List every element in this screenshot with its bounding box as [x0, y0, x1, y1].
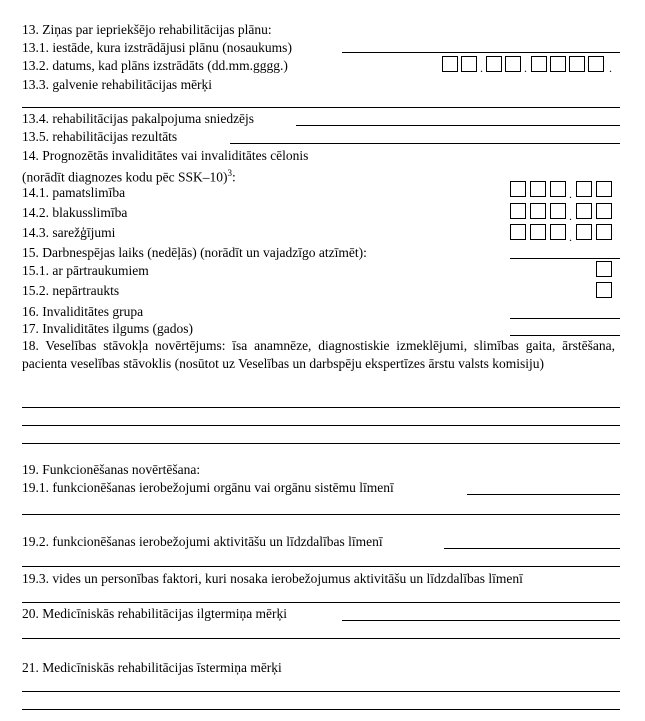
section-20-line-2[interactable]: [22, 638, 620, 639]
section-21-line-1[interactable]: [22, 691, 620, 692]
date-separator: .: [524, 61, 527, 75]
section-18-line-1[interactable]: [22, 407, 620, 408]
item-19-2-line-2[interactable]: [22, 566, 620, 567]
item-14-3-label: 14.3. sarežģījumi: [22, 225, 116, 240]
item-13-4-field[interactable]: [296, 125, 620, 126]
section-15-field[interactable]: [510, 258, 620, 259]
item-13-1-field[interactable]: [342, 52, 620, 53]
interrupted-checkbox[interactable]: [596, 261, 612, 277]
date-separator: .: [480, 61, 483, 75]
disability-duration-field[interactable]: [510, 335, 620, 336]
code-box[interactable]: [550, 224, 566, 240]
item-13-3-field[interactable]: [22, 107, 620, 108]
date-year-digit-2[interactable]: [550, 56, 566, 72]
item-13-3-label: 13.3. galvenie rehabilitācijas mērķi: [22, 77, 213, 92]
section-15-heading: 15. Darbnespējas laiks (nedēļās) (norādīt un vajadzīgo atzīmēt):: [22, 245, 367, 260]
section-14-note: (norādīt diagnozes kodu pēc SSK–10)$^3$:: [22, 168, 236, 185]
section-19-heading: 19. Funkcionēšanas novērtēšana:: [22, 462, 201, 477]
date-year-digit-3[interactable]: [569, 56, 585, 72]
code-box[interactable]: [510, 224, 526, 240]
item-19-2-field[interactable]: [444, 548, 620, 549]
section-18-line-3[interactable]: [22, 443, 620, 444]
code-box[interactable]: [596, 203, 612, 219]
item-13-5-label: 13.5. rehabilitācijas rezultāts: [22, 129, 178, 144]
section-18-line-2[interactable]: [22, 425, 620, 426]
code-box[interactable]: [510, 203, 526, 219]
item-19-1-field[interactable]: [467, 494, 620, 495]
date-day-digit-2[interactable]: [461, 56, 477, 72]
item-13-2-label: 13.2. datums, kad plāns izstrādāts (dd.mm.gggg.): [22, 58, 288, 73]
item-19-2-label: 19.2. funkcionēšanas ierobežojumi aktivitāšu un līdzdalības līmenī: [22, 534, 383, 549]
item-19-1-line-2[interactable]: [22, 514, 620, 515]
code-box[interactable]: [596, 224, 612, 240]
code-box[interactable]: [530, 224, 546, 240]
code-separator: .: [569, 209, 572, 223]
section-20-label: 20. Medicīniskās rehabilitācijas ilgtermiņa mērķi: [22, 606, 288, 621]
continuous-checkbox[interactable]: [596, 282, 612, 298]
item-15-1-label: 15.1. ar pārtraukumiem: [22, 263, 149, 278]
item-19-3-line-1[interactable]: [22, 602, 620, 603]
section-21-line-2[interactable]: [22, 709, 620, 710]
code-box[interactable]: [596, 181, 612, 197]
section-17-label: 17. Invaliditātes ilgums (gados): [22, 321, 193, 336]
item-19-3-label: 19.3. vides un personības faktori, kuri nosaka ierobežojumus aktivitāšu un līdzdalības līmenī: [22, 571, 523, 586]
section-13-heading: 13. Ziņas par iepriekšējo rehabilitācijas plānu:: [22, 22, 272, 37]
disability-group-field[interactable]: [510, 318, 620, 319]
item-14-2-label: 14.2. blakusslimība: [22, 205, 128, 220]
code-separator: .: [569, 230, 572, 244]
date-year-digit-4[interactable]: [588, 56, 604, 72]
item-13-4-label: 13.4. rehabilitācijas pakalpojuma sniedzējs: [22, 111, 255, 126]
code-box[interactable]: [576, 224, 592, 240]
section-21-label: 21. Medicīniskās rehabilitācijas īstermiņa mērķi: [22, 660, 282, 675]
item-13-1-label: 13.1. iestāde, kura izstrādājusi plānu (nosaukums): [22, 40, 292, 55]
section-18-text: 18. Veselības stāvokļa novērtējums: īsa anamnēze, diagnostiskie izmeklējumi, slimības gaita, ārstēšana, pacienta veselības stāvoklis (nosūtot uz Veselības un darbspēju ekspertīzes ārstu valsts komisiju): [22, 338, 615, 371]
date-year-digit-1[interactable]: [531, 56, 547, 72]
section-16-label: 16. Invaliditātes grupa: [22, 304, 144, 319]
section-20-field[interactable]: [342, 620, 620, 621]
code-box[interactable]: [576, 181, 592, 197]
item-14-1-label: 14.1. pamatslimība: [22, 185, 126, 200]
item-13-5-field[interactable]: [230, 143, 620, 144]
date-month-digit-1[interactable]: [486, 56, 502, 72]
code-box[interactable]: [530, 181, 546, 197]
date-separator: .: [609, 61, 612, 75]
code-box[interactable]: [550, 181, 566, 197]
code-box[interactable]: [576, 203, 592, 219]
section-14-heading: 14. Prognozētās invaliditātes vai invaliditātes cēlonis: [22, 148, 309, 163]
code-box[interactable]: [510, 181, 526, 197]
date-day-digit-1[interactable]: [442, 56, 458, 72]
item-15-2-label: 15.2. nepārtraukts: [22, 283, 120, 298]
date-month-digit-2[interactable]: [505, 56, 521, 72]
code-separator: .: [569, 187, 572, 201]
item-19-1-label: 19.1. funkcionēšanas ierobežojumi orgānu vai orgānu sistēmu līmenī: [22, 480, 394, 495]
code-box[interactable]: [530, 203, 546, 219]
code-box[interactable]: [550, 203, 566, 219]
